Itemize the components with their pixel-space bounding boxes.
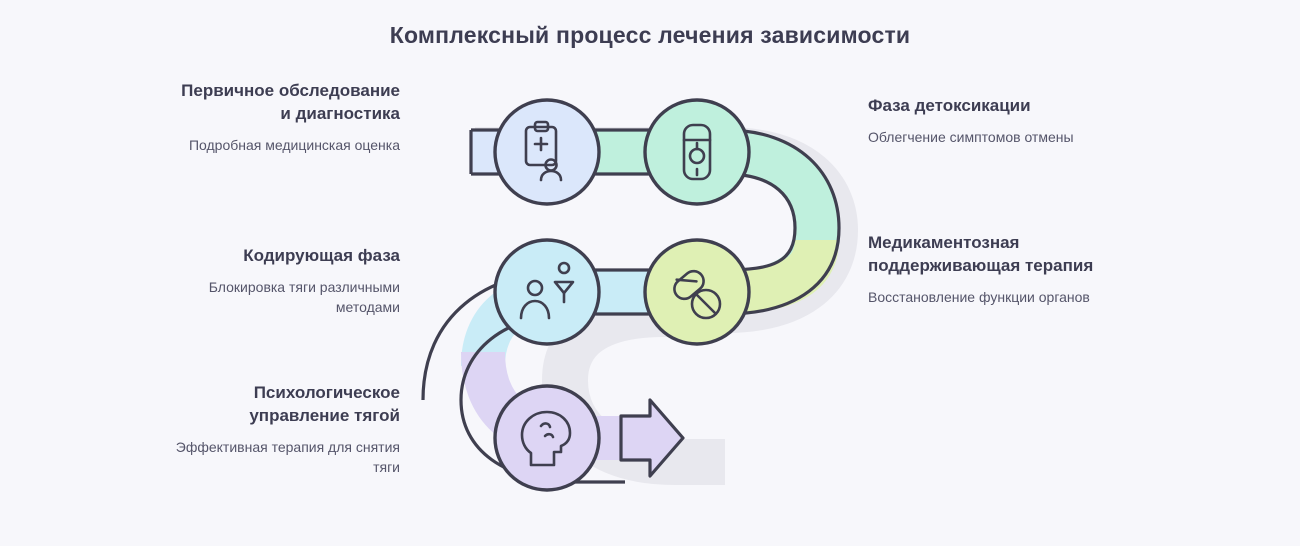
label-title-assessment: Первичное обследование и диагностика bbox=[181, 81, 400, 123]
label-desc-medication: Восстановление функции органов bbox=[868, 288, 1090, 305]
label-desc-psychological: Эффективная терапия для снятия тяги bbox=[175, 438, 400, 476]
label-desc-coding: Блокировка тяги различными методами bbox=[208, 278, 400, 316]
process-flow-diagram bbox=[425, 70, 875, 520]
node-assessment[interactable] bbox=[495, 100, 599, 204]
label-desc-detox: Облегчение симптомов отмены bbox=[868, 128, 1074, 145]
node-detox[interactable] bbox=[645, 100, 749, 204]
node-psychological[interactable] bbox=[495, 386, 599, 490]
label-block-coding bbox=[170, 245, 400, 318]
flow-svg bbox=[425, 70, 875, 530]
node-medication[interactable] bbox=[645, 240, 749, 344]
label-title-medication: Медикаментозная поддерживающая терапия bbox=[868, 233, 1094, 275]
label-title-detox: Фаза детоксикации bbox=[868, 96, 1031, 115]
label-block-psychological bbox=[170, 382, 400, 477]
label-block-medication bbox=[868, 232, 1118, 307]
label-desc-assessment: Подробная медицинская оценка bbox=[188, 136, 400, 153]
label-block-assessment bbox=[170, 80, 400, 155]
node-coding[interactable] bbox=[495, 240, 599, 344]
label-block-detox bbox=[868, 95, 1118, 147]
label-title-coding: Кодирующая фаза bbox=[243, 246, 400, 265]
page-title: Комплексный процесс лечения зависимости bbox=[389, 22, 911, 48]
label-title-psychological: Психологическое управление тягой bbox=[249, 383, 400, 425]
